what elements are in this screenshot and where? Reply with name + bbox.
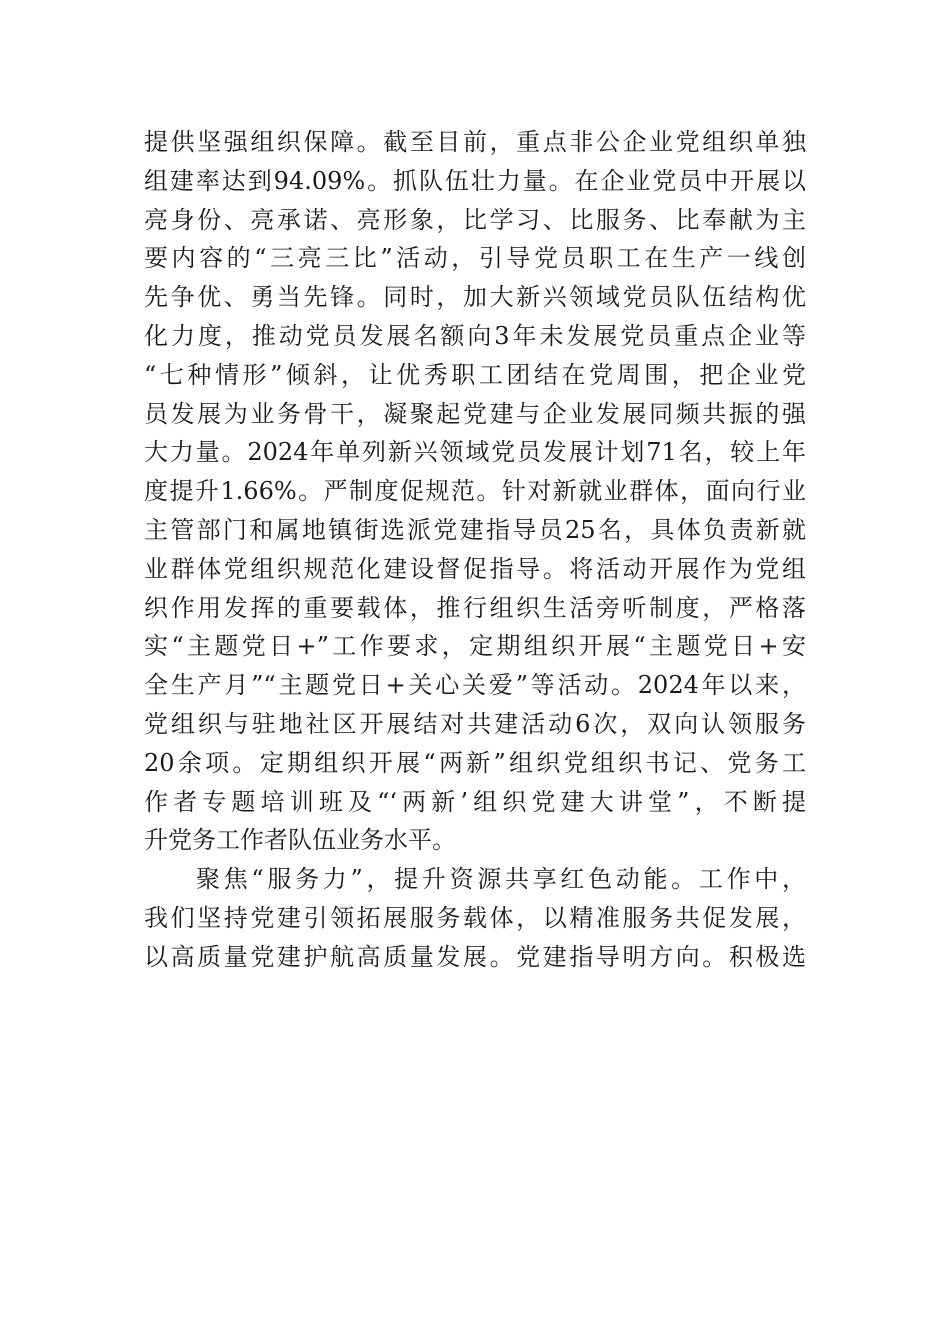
text-line: 化力度，推动党员发展名额向3年未发展党员重点企业等 [144, 321, 806, 350]
paragraph-2 [144, 860, 806, 976]
text-line: “七种情形”倾斜，让优秀职工团结在党周围，把企业党 [144, 360, 806, 389]
text-line: 升党务工作者队伍业务水平。 [144, 826, 456, 855]
text-line: 先争优、勇当先锋。同时，加大新兴领域党员队伍结构优 [144, 283, 806, 312]
text-line: 实“主题党日+”工作要求，定期组织开展“主题党日+安 [144, 632, 806, 661]
text-line: 我们坚持党建引领拓展服务载体，以精准服务共促发展， [144, 903, 806, 932]
text-line: 作者专题培训班及“‘两新’组织党建大讲堂”，不断提 [144, 787, 806, 816]
text-line: 聚焦“服务力”，提升资源共享红色动能。工作中， [196, 865, 806, 894]
text-line: 提供坚强组织保障。截至目前，重点非公企业党组织单独 [144, 128, 806, 156]
paragraph-1 [144, 123, 806, 860]
text-line: 要内容的“三亮三比”活动，引导党员职工在生产一线创 [144, 244, 806, 273]
text-line: 全生产月”“主题党日+关心关爱”等活动。2024年以来， [144, 671, 806, 700]
text-line: 以高质量党建护航高质量发展。党建指导明方向。积极选 [144, 942, 806, 971]
text-line: 20余项。定期组织开展“两新”组织党组织书记、党务工 [144, 748, 806, 777]
text-line: 亮身份、亮承诺、亮形象，比学习、比服务、比奉献为主 [144, 205, 806, 234]
text-line: 组建率达到94.09%。抓队伍壮力量。在企业党员中开展以 [144, 166, 806, 195]
document-page [144, 123, 806, 977]
text-line: 业群体党组织规范化建设督促指导。将活动开展作为党组 [144, 554, 806, 583]
text-line: 大力量。2024年单列新兴领域党员发展计划71名，较上年 [144, 438, 806, 467]
text-line: 党组织与驻地社区开展结对共建活动6次，双向认领服务 [144, 709, 806, 738]
text-line: 度提升1.66%。严制度促规范。针对新就业群体，面向行业 [144, 477, 806, 506]
text-line: 织作用发挥的重要载体，推行组织生活旁听制度，严格落 [144, 593, 806, 622]
text-line: 主管部门和属地镇街选派党建指导员25名，具体负责新就 [144, 515, 806, 544]
text-line: 员发展为业务骨干，凝聚起党建与企业发展同频共振的强 [144, 399, 806, 428]
